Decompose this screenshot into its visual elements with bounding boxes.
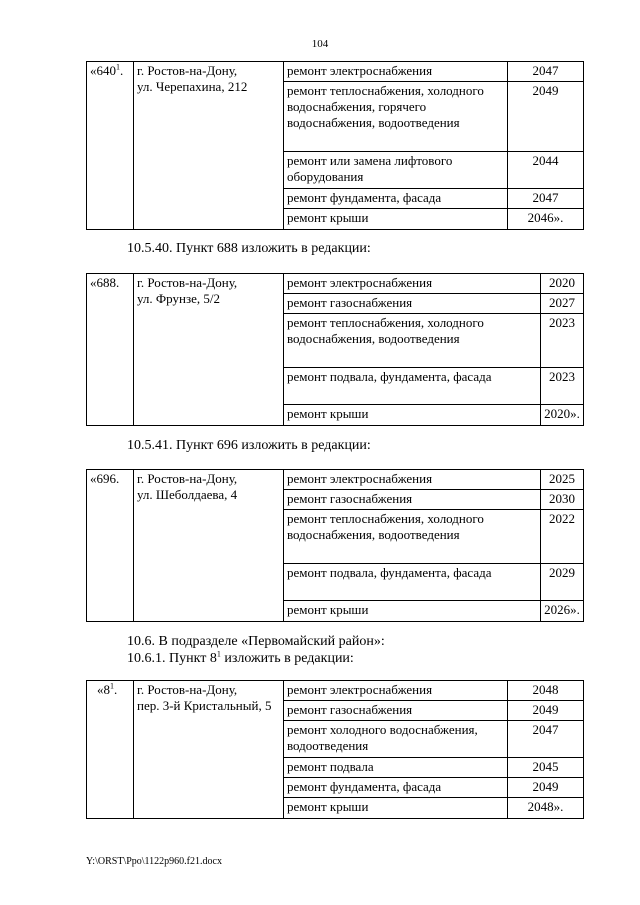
work-name: ремонт холодного водоснабжения, водоотведения (284, 721, 508, 758)
work-name: ремонт подвала, фундамента, фасада (284, 564, 541, 601)
work-year: 2049 (508, 778, 584, 798)
work-year: 2026». (541, 601, 584, 622)
work-year: 2047 (508, 62, 584, 82)
item-number: «$640^1$. (87, 62, 134, 230)
work-name: ремонт подвала, фундамента, фасада (284, 368, 541, 405)
work-name: ремонт крыши (284, 209, 508, 230)
registry-table-640 (86, 61, 584, 230)
work-name: ремонт теплоснабжения, холодного водоснабжения, горячего водоснабжения, водоотведения (284, 82, 508, 152)
item-number: «688. (87, 274, 134, 426)
registry-table-688 (86, 273, 584, 426)
instruction-text: 10.5.41. Пункт 696 изложить в редакции: (127, 438, 371, 453)
item-number: «$8^1$. (87, 681, 134, 819)
item-number: «696. (87, 470, 134, 622)
work-name: ремонт или замена лифтового оборудования (284, 152, 508, 189)
work-name: ремонт электроснабжения (284, 274, 541, 294)
work-name: ремонт газоснабжения (284, 294, 541, 314)
work-year: 2030 (541, 490, 584, 510)
work-name: ремонт фундамента, фасада (284, 189, 508, 209)
work-name: ремонт подвала (284, 758, 508, 778)
work-name: ремонт электроснабжения (284, 470, 541, 490)
work-year: 2023 (541, 314, 584, 368)
address-cell: г. Ростов-на-Дону, ул. Шеболдаева, 4 (134, 470, 284, 622)
work-year: 2027 (541, 294, 584, 314)
work-year: 2045 (508, 758, 584, 778)
work-year: 2049 (508, 82, 584, 152)
instruction-text: 10.6. В подразделе «Первомайский район»: (127, 634, 385, 649)
work-year: 2048». (508, 798, 584, 819)
table-row (87, 470, 584, 490)
work-year: 2023 (541, 368, 584, 405)
instruction-text: 10.6.1. Пункт $8^1$ изложить в редакции: (127, 649, 354, 666)
registry-table-696 (86, 469, 584, 622)
work-year: 2029 (541, 564, 584, 601)
work-name: ремонт теплоснабжения, холодного водоснабжения, водоотведения (284, 510, 541, 564)
work-year: 2020». (541, 405, 584, 426)
address-cell: г. Ростов-на-Дону, пер. 3-й Кристальный, 5 (134, 681, 284, 819)
work-name: ремонт фундамента, фасада (284, 778, 508, 798)
work-name: ремонт крыши (284, 601, 541, 622)
work-year: 2048 (508, 681, 584, 701)
work-name: ремонт газоснабжения (284, 490, 541, 510)
work-year: 2022 (541, 510, 584, 564)
address-cell: г. Ростов-на-Дону, ул. Черепахина, 212 (134, 62, 284, 230)
address-cell: г. Ростов-на-Дону, ул. Фрунзе, 5/2 (134, 274, 284, 426)
instruction-text: 10.5.40. Пункт 688 изложить в редакции: (127, 241, 371, 256)
registry-table-8-1 (86, 680, 584, 819)
work-year: 2025 (541, 470, 584, 490)
work-name: ремонт крыши (284, 798, 508, 819)
table-row (87, 62, 584, 82)
work-year: 2047 (508, 721, 584, 758)
work-name: ремонт крыши (284, 405, 541, 426)
work-year: 2044 (508, 152, 584, 189)
work-name: ремонт электроснабжения (284, 681, 508, 701)
table-row (87, 681, 584, 701)
page-number: 104 (311, 38, 329, 50)
work-year: 2020 (541, 274, 584, 294)
file-path-footer: Y:\ORST\Ppo\1122p960.f21.docx (86, 856, 222, 867)
work-name: ремонт электроснабжения (284, 62, 508, 82)
work-name: ремонт теплоснабжения, холодного водоснабжения, водоотведения (284, 314, 541, 368)
work-name: ремонт газоснабжения (284, 701, 508, 721)
work-year: 2046». (508, 209, 584, 230)
work-year: 2049 (508, 701, 584, 721)
work-year: 2047 (508, 189, 584, 209)
table-row (87, 274, 584, 294)
